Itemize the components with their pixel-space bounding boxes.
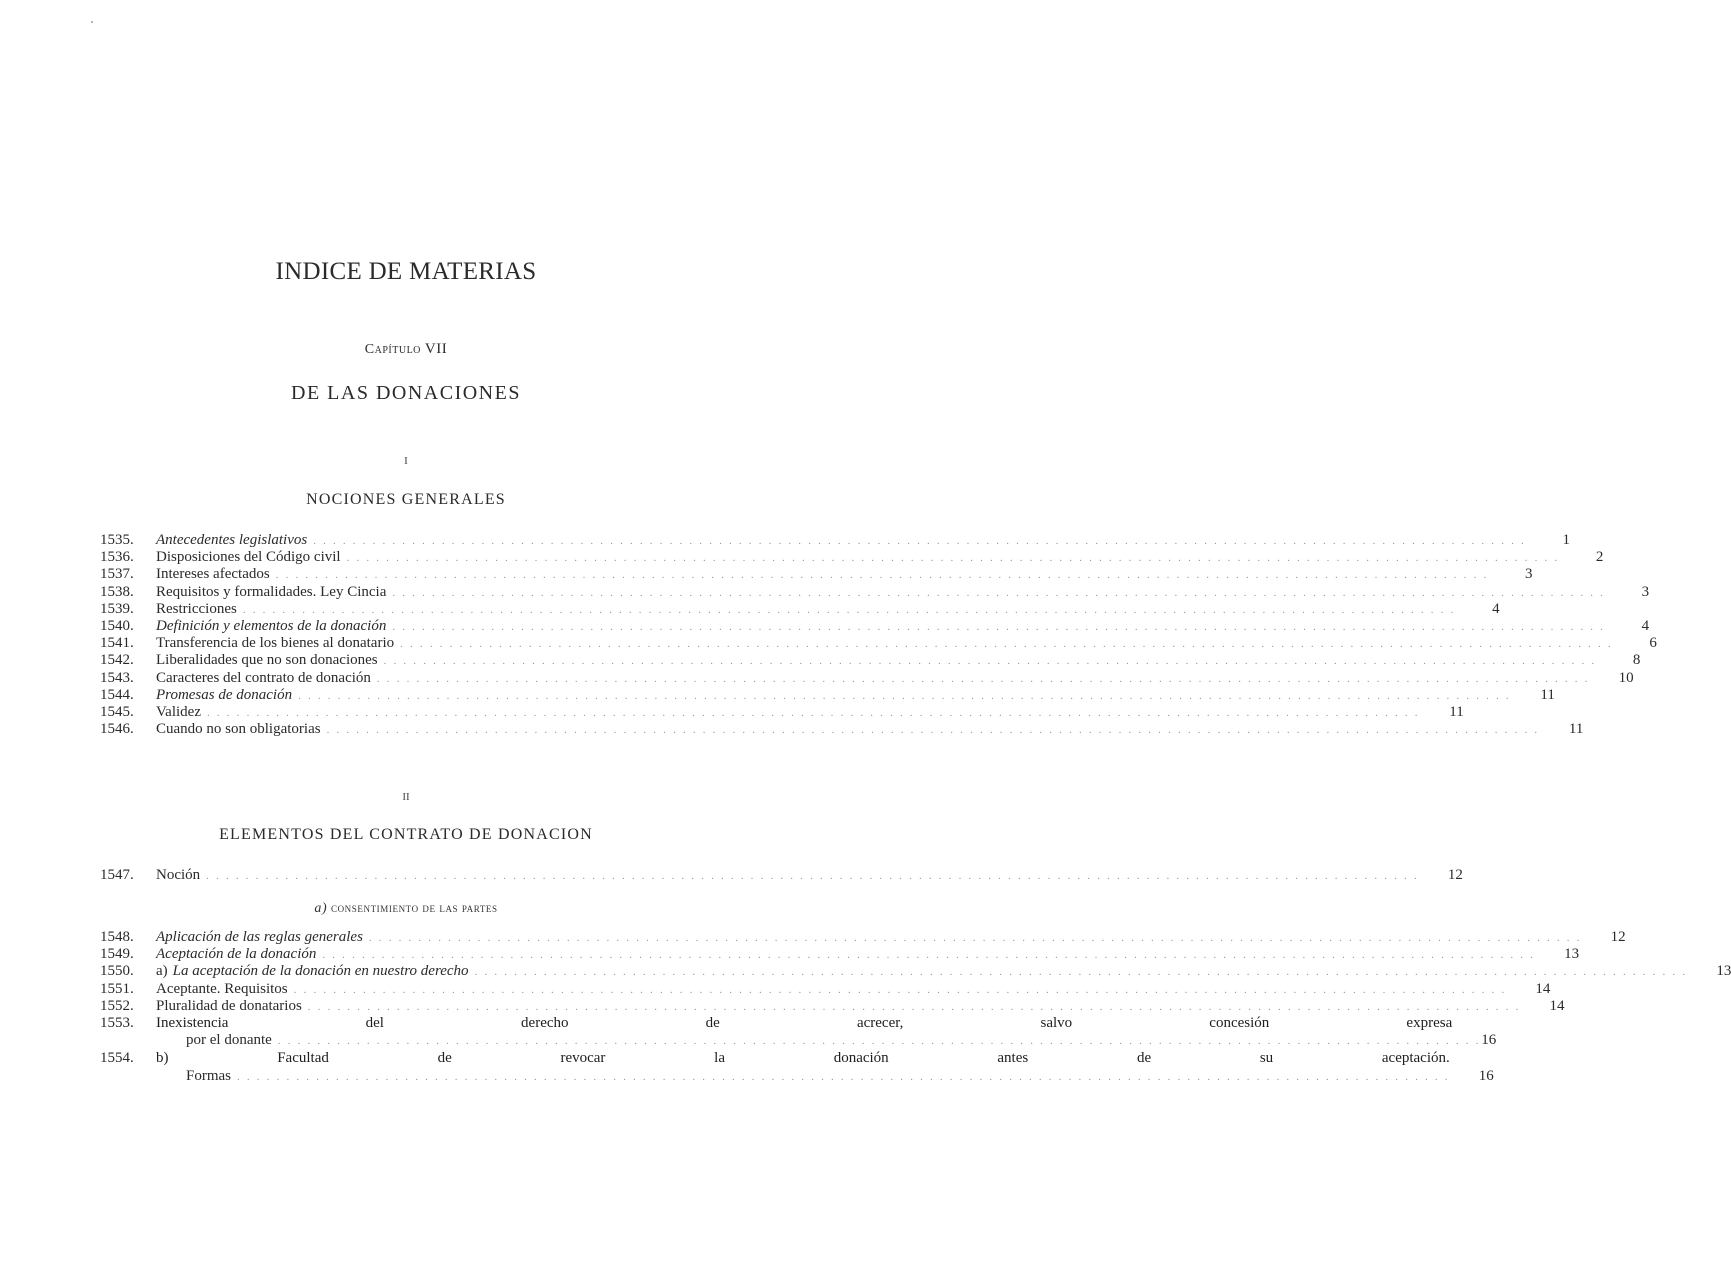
entry-number: 1554. bbox=[100, 1050, 134, 1067]
entry-number: 1535. bbox=[100, 532, 134, 548]
entry-title: Aplicación de las reglas generales bbox=[156, 929, 363, 945]
entry-title: b) Facultad de revocar la donación antes de su aceptación. bbox=[156, 1050, 1450, 1067]
dot-leader bbox=[392, 619, 1605, 636]
entry-title: Pluralidad de donatarios bbox=[156, 997, 302, 1014]
entry-title: Transferencia de los bienes al donatario bbox=[156, 635, 395, 652]
dot-leader bbox=[243, 602, 1456, 619]
toc-entry[interactable] bbox=[100, 617, 1650, 635]
toc-entry[interactable] bbox=[100, 532, 1570, 549]
entry-title: Promesas de donación bbox=[156, 686, 293, 703]
entry-number: 1543. bbox=[100, 669, 134, 686]
subsection-letter: a) bbox=[314, 901, 328, 916]
dot-leader bbox=[237, 1069, 1450, 1086]
entry-page-number: 11 bbox=[1568, 721, 1584, 738]
toc-entry[interactable] bbox=[100, 669, 1634, 687]
dot-leader bbox=[278, 1033, 1452, 1050]
entry-body bbox=[156, 601, 1456, 619]
entry-number: 1551. bbox=[100, 980, 134, 997]
dot-leader bbox=[377, 671, 1590, 688]
entry-title: Aceptante. Requisitos bbox=[156, 980, 288, 997]
entry-title: Validez bbox=[156, 703, 201, 720]
entry-page-number: 14 bbox=[1535, 980, 1551, 997]
entry-page-number: 13 bbox=[1716, 963, 1731, 980]
entry-page-number: 4 bbox=[1641, 617, 1650, 634]
entry-title: Disposiciones del Código civil bbox=[156, 549, 341, 566]
entry-body bbox=[156, 566, 1488, 584]
entry-title: Liberalidades que no son donaciones bbox=[156, 652, 378, 669]
entry-page-number: 13 bbox=[1564, 946, 1580, 963]
entry-body bbox=[156, 867, 1419, 885]
entry-body bbox=[156, 998, 1521, 1016]
entry-number: 1540. bbox=[100, 617, 134, 634]
entry-body bbox=[156, 704, 1420, 722]
dot-leader bbox=[347, 550, 1560, 567]
toc-entry[interactable] bbox=[100, 1050, 1494, 1085]
chapter-title: DE LAS DONACIONES bbox=[291, 382, 521, 404]
entry-page-number: 8 bbox=[1632, 652, 1641, 669]
entry-body bbox=[156, 635, 1613, 653]
toc-section-1 bbox=[100, 532, 1657, 738]
entry-page-number: 1 bbox=[1562, 532, 1570, 548]
entry-continuation-line bbox=[156, 1032, 1496, 1050]
dot-leader bbox=[400, 636, 1613, 653]
entry-body bbox=[156, 549, 1559, 567]
toc-entry[interactable] bbox=[100, 703, 1464, 721]
dot-leader bbox=[384, 653, 1597, 670]
entry-body bbox=[156, 687, 1511, 705]
entry-body bbox=[156, 618, 1605, 636]
toc-subsection-a bbox=[100, 929, 1731, 1086]
entry-body bbox=[156, 946, 1535, 964]
toc-entry[interactable] bbox=[100, 980, 1551, 998]
entry-title: Intereses afectados bbox=[156, 566, 270, 583]
entry-page-number: 6 bbox=[1649, 635, 1657, 652]
chapter-label bbox=[100, 341, 712, 358]
toc-entry[interactable] bbox=[100, 721, 1584, 738]
entry-page-number: 16 bbox=[1478, 1067, 1494, 1084]
entry-title: Definición y elementos de la donación bbox=[156, 617, 387, 634]
toc-entry[interactable] bbox=[100, 997, 1565, 1015]
toc-section-2 bbox=[100, 867, 1463, 884]
entry-body bbox=[156, 532, 1526, 550]
entry-prefix: a) bbox=[156, 963, 168, 980]
entry-number: 1537. bbox=[100, 566, 134, 583]
toc-entry[interactable] bbox=[100, 1014, 1497, 1050]
section-2-roman: II bbox=[402, 791, 410, 803]
entry-title: Aceptación de la donación bbox=[156, 946, 317, 963]
entry-page-number: 16 bbox=[1481, 1032, 1497, 1049]
entry-body bbox=[156, 981, 1506, 999]
dot-leader bbox=[327, 722, 1540, 739]
entry-title: Restricciones bbox=[156, 600, 237, 617]
entry-page-number: 11 bbox=[1540, 686, 1555, 703]
entry-number: 1547. bbox=[100, 867, 134, 883]
entry-continuation-line bbox=[156, 1068, 1494, 1086]
entry-page-number: 3 bbox=[1641, 583, 1650, 600]
entry-number: 1545. bbox=[100, 703, 134, 720]
toc-entry[interactable] bbox=[100, 600, 1500, 618]
toc-entry[interactable] bbox=[100, 549, 1604, 566]
entry-number: 1548. bbox=[100, 929, 134, 945]
dot-leader bbox=[369, 930, 1582, 947]
page-title: INDICE DE MATERIAS bbox=[275, 258, 537, 285]
toc-entry[interactable] bbox=[100, 867, 1463, 884]
dot-leader bbox=[206, 868, 1419, 885]
toc-entry[interactable] bbox=[100, 652, 1641, 669]
entry-title: Noción bbox=[156, 867, 201, 883]
dot-leader bbox=[298, 688, 1511, 705]
entry-page-number: 3 bbox=[1524, 566, 1533, 583]
entry-text-block bbox=[156, 1050, 1494, 1085]
entry-number: 1550. bbox=[100, 963, 134, 980]
entry-title: Inexistencia del derecho de acrecer, salvo concesión expresa bbox=[156, 1014, 1453, 1031]
dot-leader bbox=[207, 705, 1420, 722]
entry-body bbox=[156, 584, 1605, 602]
entry-title: La aceptación de la donación en nuestro derecho bbox=[172, 963, 469, 980]
toc-entry[interactable] bbox=[100, 566, 1533, 583]
entry-number: 1546. bbox=[100, 721, 134, 738]
entry-text-block bbox=[156, 1015, 1496, 1050]
chapter-number: VII bbox=[424, 341, 448, 357]
entry-number: 1544. bbox=[100, 686, 134, 703]
entry-title: Cuando no son obligatorias bbox=[156, 721, 321, 738]
entry-page-number: 2 bbox=[1595, 549, 1604, 566]
subsection-text: consentimiento de las partes bbox=[330, 901, 498, 915]
toc-entry[interactable] bbox=[100, 929, 1626, 946]
entry-body bbox=[156, 652, 1596, 670]
section-1-title: NOCIONES GENERALES bbox=[306, 491, 506, 508]
entry-page-number: 4 bbox=[1492, 600, 1500, 617]
dot-leader bbox=[322, 947, 1535, 964]
entry-body bbox=[156, 929, 1582, 947]
entry-body bbox=[156, 670, 1590, 688]
entry-page-number: 12 bbox=[1447, 867, 1463, 883]
toc-entry[interactable] bbox=[100, 686, 1555, 704]
entry-page-number: 12 bbox=[1610, 929, 1626, 945]
entry-number: 1539. bbox=[100, 600, 134, 617]
entry-body bbox=[156, 963, 1687, 981]
section-2-title: ELEMENTOS DEL CONTRATO DE DONACION bbox=[219, 826, 593, 843]
toc-entry[interactable] bbox=[100, 963, 1731, 980]
toc-entry[interactable] bbox=[100, 583, 1650, 601]
entry-number: 1549. bbox=[100, 946, 134, 963]
entry-number: 1553. bbox=[100, 1014, 134, 1031]
dot-leader bbox=[294, 982, 1507, 999]
entry-title: Antecedentes legislativos bbox=[156, 532, 308, 548]
dot-leader bbox=[308, 999, 1521, 1016]
dot-leader bbox=[313, 533, 1526, 550]
toc-entry[interactable] bbox=[100, 635, 1657, 652]
entry-page-number: 10 bbox=[1618, 669, 1634, 686]
entry-number: 1541. bbox=[100, 635, 134, 652]
entry-number: 1538. bbox=[100, 583, 134, 600]
entry-page-number: 14 bbox=[1549, 997, 1565, 1014]
dot-leader bbox=[276, 567, 1489, 584]
page-speck bbox=[91, 21, 93, 23]
entry-title: Caracteres del contrato de donación bbox=[156, 669, 371, 686]
subsection-title bbox=[100, 901, 712, 917]
toc-entry[interactable] bbox=[100, 946, 1580, 963]
entry-title-continuation: por el donante bbox=[186, 1032, 272, 1049]
entry-title: Requisitos y formalidades. Ley Cincia bbox=[156, 583, 387, 600]
entry-body bbox=[156, 721, 1539, 739]
entry-title-continuation: Formas bbox=[186, 1067, 231, 1084]
entry-number: 1536. bbox=[100, 549, 134, 566]
dot-leader bbox=[392, 585, 1605, 602]
entry-number: 1552. bbox=[100, 997, 134, 1014]
entry-number: 1542. bbox=[100, 652, 134, 669]
entry-page-number: 11 bbox=[1449, 703, 1464, 720]
dot-leader bbox=[475, 964, 1688, 981]
chapter-word: Capítulo bbox=[364, 342, 421, 357]
section-1-roman: I bbox=[404, 455, 408, 467]
